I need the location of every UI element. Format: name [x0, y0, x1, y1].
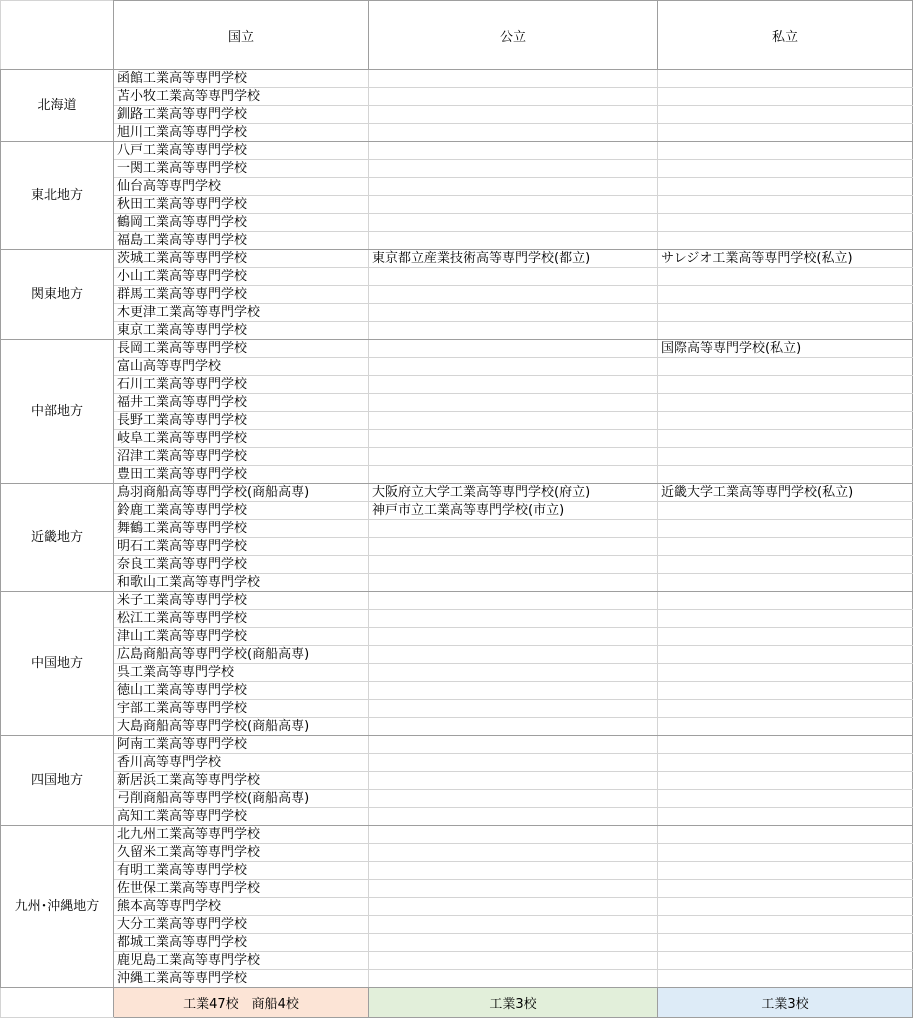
public-school-cell	[369, 520, 658, 538]
private-total: 工業3校	[658, 988, 913, 1018]
national-total: 工業47校 商船4校	[114, 988, 369, 1018]
private-school-cell	[658, 538, 913, 556]
table-row	[1, 808, 913, 826]
private-school-cell	[658, 934, 913, 952]
public-total: 工業3校	[369, 988, 658, 1018]
national-school-cell: 群馬工業高等専門学校	[114, 286, 369, 304]
public-school-cell	[369, 142, 658, 160]
national-school-cell: 釧路工業高等専門学校	[114, 106, 369, 124]
national-school-cell: 佐世保工業高等専門学校	[114, 880, 369, 898]
table-row	[1, 556, 913, 574]
private-school-cell: サレジオ工業高等専門学校(私立)	[658, 250, 913, 268]
table-row	[1, 502, 913, 520]
totals-corner	[1, 988, 114, 1018]
private-school-cell	[658, 844, 913, 862]
public-school-cell	[369, 880, 658, 898]
table-row	[1, 142, 913, 160]
private-school-cell	[658, 214, 913, 232]
national-school-cell: 阿南工業高等専門学校	[114, 736, 369, 754]
public-school-cell	[369, 664, 658, 682]
national-school-cell: 沼津工業高等専門学校	[114, 448, 369, 466]
public-school-cell: 大阪府立大学工業高等専門学校(府立)	[369, 484, 658, 502]
public-school-cell	[369, 898, 658, 916]
table-row	[1, 124, 913, 142]
private-school-cell	[658, 232, 913, 250]
private-school-cell	[658, 808, 913, 826]
table-row	[1, 70, 913, 88]
public-school-cell	[369, 232, 658, 250]
private-school-cell	[658, 700, 913, 718]
header-national: 国立	[114, 1, 369, 70]
national-school-cell: 鳥羽商船高等専門学校(商船高専)	[114, 484, 369, 502]
table-row	[1, 268, 913, 286]
public-school-cell	[369, 610, 658, 628]
table-row	[1, 322, 913, 340]
national-school-cell: 舞鶴工業高等専門学校	[114, 520, 369, 538]
public-school-cell	[369, 268, 658, 286]
national-school-cell: 豊田工業高等専門学校	[114, 466, 369, 484]
public-school-cell	[369, 934, 658, 952]
public-school-cell	[369, 970, 658, 988]
national-school-cell: 沖縄工業高等専門学校	[114, 970, 369, 988]
national-school-cell: 福島工業高等専門学校	[114, 232, 369, 250]
private-school-cell	[658, 592, 913, 610]
table-row	[1, 754, 913, 772]
totals-row	[1, 988, 913, 1018]
table-row	[1, 88, 913, 106]
table-row	[1, 664, 913, 682]
private-school-cell	[658, 448, 913, 466]
national-school-cell: 長岡工業高等専門学校	[114, 340, 369, 358]
table-row	[1, 214, 913, 232]
national-school-cell: 東京工業高等専門学校	[114, 322, 369, 340]
public-school-cell	[369, 718, 658, 736]
public-school-cell	[369, 700, 658, 718]
private-school-cell	[658, 412, 913, 430]
public-school-cell	[369, 556, 658, 574]
public-school-cell	[369, 592, 658, 610]
national-school-cell: 大分工業高等専門学校	[114, 916, 369, 934]
public-school-cell	[369, 736, 658, 754]
private-school-cell	[658, 304, 913, 322]
table-row	[1, 862, 913, 880]
public-school-cell	[369, 322, 658, 340]
public-school-cell	[369, 862, 658, 880]
public-school-cell	[369, 412, 658, 430]
national-school-cell: 鶴岡工業高等専門学校	[114, 214, 369, 232]
region-name: 中部地方	[1, 340, 114, 484]
public-school-cell	[369, 124, 658, 142]
national-school-cell: 仙台高等専門学校	[114, 178, 369, 196]
public-school-cell	[369, 448, 658, 466]
private-school-cell	[658, 718, 913, 736]
national-school-cell: 広島商船高等専門学校(商船高専)	[114, 646, 369, 664]
national-school-cell: 苫小牧工業高等専門学校	[114, 88, 369, 106]
table-row	[1, 934, 913, 952]
public-school-cell	[369, 628, 658, 646]
national-school-cell: 函館工業高等専門学校	[114, 70, 369, 88]
table-row	[1, 196, 913, 214]
table-row	[1, 700, 913, 718]
private-school-cell	[658, 502, 913, 520]
private-school-cell	[658, 574, 913, 592]
private-school-cell	[658, 286, 913, 304]
national-school-cell: 津山工業高等専門学校	[114, 628, 369, 646]
private-school-cell	[658, 754, 913, 772]
table-row	[1, 682, 913, 700]
public-school-cell	[369, 826, 658, 844]
private-school-cell	[658, 124, 913, 142]
national-school-cell: 久留米工業高等専門学校	[114, 844, 369, 862]
header-row	[1, 1, 913, 70]
public-school-cell	[369, 466, 658, 484]
region-name: 近畿地方	[1, 484, 114, 592]
private-school-cell	[658, 196, 913, 214]
table-row	[1, 772, 913, 790]
national-school-cell: 鈴鹿工業高等専門学校	[114, 502, 369, 520]
national-school-cell: 秋田工業高等専門学校	[114, 196, 369, 214]
private-school-cell	[658, 970, 913, 988]
public-school-cell	[369, 214, 658, 232]
region-name: 九州･沖縄地方	[1, 826, 114, 988]
table-row	[1, 826, 913, 844]
national-school-cell: 米子工業高等専門学校	[114, 592, 369, 610]
private-school-cell	[658, 178, 913, 196]
table-row	[1, 646, 913, 664]
table-row	[1, 178, 913, 196]
public-school-cell	[369, 790, 658, 808]
header-public: 公立	[369, 1, 658, 70]
table-row	[1, 340, 913, 358]
national-school-cell: 香川高等専門学校	[114, 754, 369, 772]
private-school-cell	[658, 862, 913, 880]
table-row	[1, 790, 913, 808]
private-school-cell	[658, 916, 913, 934]
private-school-cell	[658, 376, 913, 394]
national-school-cell: 呉工業高等専門学校	[114, 664, 369, 682]
national-school-cell: 熊本高等専門学校	[114, 898, 369, 916]
table-row	[1, 844, 913, 862]
region-name: 東北地方	[1, 142, 114, 250]
national-school-cell: 八戸工業高等専門学校	[114, 142, 369, 160]
table-row	[1, 520, 913, 538]
national-school-cell: 大島商船高等専門学校(商船高専)	[114, 718, 369, 736]
public-school-cell	[369, 340, 658, 358]
national-school-cell: 宇部工業高等専門学校	[114, 700, 369, 718]
table-row	[1, 538, 913, 556]
table-row	[1, 106, 913, 124]
public-school-cell	[369, 574, 658, 592]
table-row	[1, 484, 913, 502]
region-name: 北海道	[1, 70, 114, 142]
private-school-cell	[658, 628, 913, 646]
private-school-cell	[658, 268, 913, 286]
header-corner	[1, 1, 114, 70]
public-school-cell	[369, 430, 658, 448]
region-name: 四国地方	[1, 736, 114, 826]
national-school-cell: 弓削商船高等専門学校(商船高専)	[114, 790, 369, 808]
table-row	[1, 250, 913, 268]
table-row	[1, 952, 913, 970]
private-school-cell: 国際高等専門学校(私立)	[658, 340, 913, 358]
national-school-cell: 鹿児島工業高等専門学校	[114, 952, 369, 970]
national-school-cell: 長野工業高等専門学校	[114, 412, 369, 430]
table-row	[1, 232, 913, 250]
public-school-cell	[369, 646, 658, 664]
table-row	[1, 736, 913, 754]
private-school-cell	[658, 682, 913, 700]
national-school-cell: 富山高等専門学校	[114, 358, 369, 376]
national-school-cell: 新居浜工業高等専門学校	[114, 772, 369, 790]
national-school-cell: 福井工業高等専門学校	[114, 394, 369, 412]
table-row	[1, 160, 913, 178]
private-school-cell	[658, 736, 913, 754]
table-row	[1, 304, 913, 322]
national-school-cell: 木更津工業高等専門学校	[114, 304, 369, 322]
national-school-cell: 奈良工業高等専門学校	[114, 556, 369, 574]
national-school-cell: 小山工業高等専門学校	[114, 268, 369, 286]
private-school-cell	[658, 142, 913, 160]
public-school-cell	[369, 160, 658, 178]
private-school-cell	[658, 520, 913, 538]
national-school-cell: 北九州工業高等専門学校	[114, 826, 369, 844]
public-school-cell: 東京都立産業技術高等専門学校(都立)	[369, 250, 658, 268]
public-school-cell	[369, 304, 658, 322]
private-school-cell	[658, 466, 913, 484]
table-row	[1, 286, 913, 304]
national-school-cell: 茨城工業高等専門学校	[114, 250, 369, 268]
public-school-cell	[369, 952, 658, 970]
private-school-cell	[658, 790, 913, 808]
header-private: 私立	[658, 1, 913, 70]
private-school-cell	[658, 826, 913, 844]
public-school-cell	[369, 772, 658, 790]
private-school-cell	[658, 70, 913, 88]
public-school-cell	[369, 88, 658, 106]
public-school-cell	[369, 178, 658, 196]
table-row	[1, 574, 913, 592]
table-row	[1, 412, 913, 430]
private-school-cell	[658, 430, 913, 448]
private-school-cell	[658, 322, 913, 340]
national-school-cell: 岐阜工業高等専門学校	[114, 430, 369, 448]
national-school-cell: 有明工業高等専門学校	[114, 862, 369, 880]
national-school-cell: 都城工業高等専門学校	[114, 934, 369, 952]
public-school-cell	[369, 682, 658, 700]
table-row	[1, 628, 913, 646]
national-school-cell: 和歌山工業高等専門学校	[114, 574, 369, 592]
public-school-cell	[369, 286, 658, 304]
public-school-cell	[369, 754, 658, 772]
region-name: 中国地方	[1, 592, 114, 736]
private-school-cell	[658, 88, 913, 106]
table-row	[1, 916, 913, 934]
region-name: 関東地方	[1, 250, 114, 340]
table-row	[1, 394, 913, 412]
private-school-cell	[658, 772, 913, 790]
private-school-cell	[658, 610, 913, 628]
public-school-cell	[369, 358, 658, 376]
table-row	[1, 898, 913, 916]
public-school-cell	[369, 916, 658, 934]
private-school-cell	[658, 664, 913, 682]
public-school-cell	[369, 106, 658, 124]
public-school-cell: 神戸市立工業高等専門学校(市立)	[369, 502, 658, 520]
table-row	[1, 970, 913, 988]
private-school-cell	[658, 880, 913, 898]
public-school-cell	[369, 196, 658, 214]
private-school-cell	[658, 358, 913, 376]
national-school-cell: 高知工業高等専門学校	[114, 808, 369, 826]
table-row	[1, 358, 913, 376]
private-school-cell	[658, 160, 913, 178]
public-school-cell	[369, 394, 658, 412]
table-row	[1, 592, 913, 610]
table-row	[1, 448, 913, 466]
table-row	[1, 880, 913, 898]
table-row	[1, 376, 913, 394]
private-school-cell	[658, 394, 913, 412]
public-school-cell	[369, 844, 658, 862]
public-school-cell	[369, 70, 658, 88]
national-school-cell: 松江工業高等専門学校	[114, 610, 369, 628]
national-school-cell: 一関工業高等専門学校	[114, 160, 369, 178]
private-school-cell	[658, 106, 913, 124]
private-school-cell: 近畿大学工業高等専門学校(私立)	[658, 484, 913, 502]
private-school-cell	[658, 556, 913, 574]
table-row	[1, 430, 913, 448]
national-school-cell: 旭川工業高等専門学校	[114, 124, 369, 142]
public-school-cell	[369, 538, 658, 556]
private-school-cell	[658, 646, 913, 664]
national-school-cell: 石川工業高等専門学校	[114, 376, 369, 394]
table-row	[1, 718, 913, 736]
private-school-cell	[658, 898, 913, 916]
national-school-cell: 徳山工業高等専門学校	[114, 682, 369, 700]
public-school-cell	[369, 808, 658, 826]
table-row	[1, 610, 913, 628]
private-school-cell	[658, 952, 913, 970]
national-school-cell: 明石工業高等専門学校	[114, 538, 369, 556]
public-school-cell	[369, 376, 658, 394]
table-row	[1, 466, 913, 484]
